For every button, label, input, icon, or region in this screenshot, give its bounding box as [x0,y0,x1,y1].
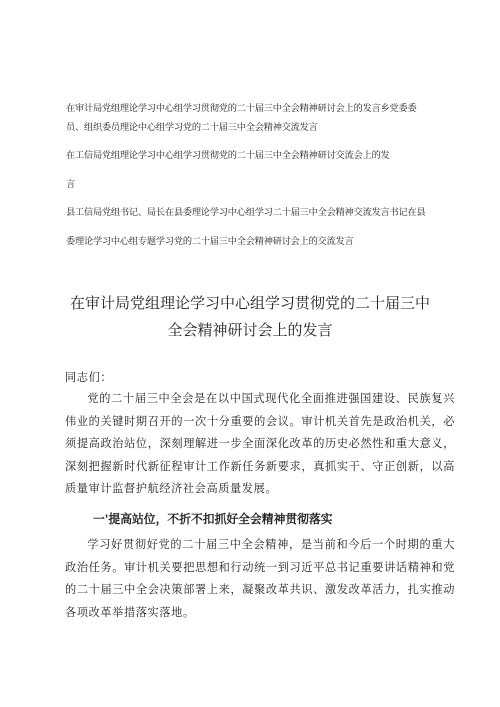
paragraph-2: 学习好贯彻好党的二十届三中全会精神，是当前和今后一个时期的重大政治任务。审计机关要把思想和行动统一到习近平总书记重要讲话精神和党的二十届三中全会决策部署上来，凝聚改革共识、激发改革活力，扎实推动各项改革举措落实落地。 [65,538,455,619]
table-of-contents [66,99,446,251]
document-title-line-1: 在审计局党组理论学习中心组学习贯彻党的二十届三中 [69,294,430,312]
toc-entry-2[interactable] [66,146,446,194]
toc-entry-3[interactable] [66,203,446,251]
toc-entry-3-line-2: 委理论学习中心组专题学习党的二十届三中全会精神研讨会上的交流发言 [66,236,354,247]
document-title-line-2: 全会精神研讨会上的发言 [167,321,333,339]
toc-entry-2-line-2: 言 [66,179,75,190]
section-heading-1: 一'提高站位，不折不扣抓好全会精神贯彻落实 [93,512,333,526]
paragraph-1: 党的二十届三中全会是在以中国式现代化全面推进强国建设、民族复兴伟业的关键时期召开的一次十分重要的会议。审计机关首先是政治机关，必须提高政治站位，深刻理解进一步全面深化改革的历史必然性和重大意义，深刻把握新时代新征程审计工作新任务新要求，真抓实干、守正创新，以高质量审计监督护航经济社会高质量发展。 [65,392,455,495]
toc-entry-3-line-1: 县工信局党组书记、局长在县委理论学习中心组学习二十届三中全会精神交流发言书记在县 [66,207,426,218]
document-title [40,290,460,344]
salutation: 同志们： [65,371,113,384]
toc-entry-1[interactable] [66,99,446,137]
toc-entry-2-line-1: 在工信局党组理论学习中心组学习贯彻党的二十届三中全会精神研讨交流会上的发 [66,150,390,161]
toc-entry-1-line-2: 员、组织委员理论中心组学习党的二十届三中全会精神交流发言 [66,122,318,133]
toc-entry-1-line-1: 在审计局党组理论学习中心组学习贯彻党的二十届三中全会精神研讨会上的发言乡党委委 [66,103,417,114]
